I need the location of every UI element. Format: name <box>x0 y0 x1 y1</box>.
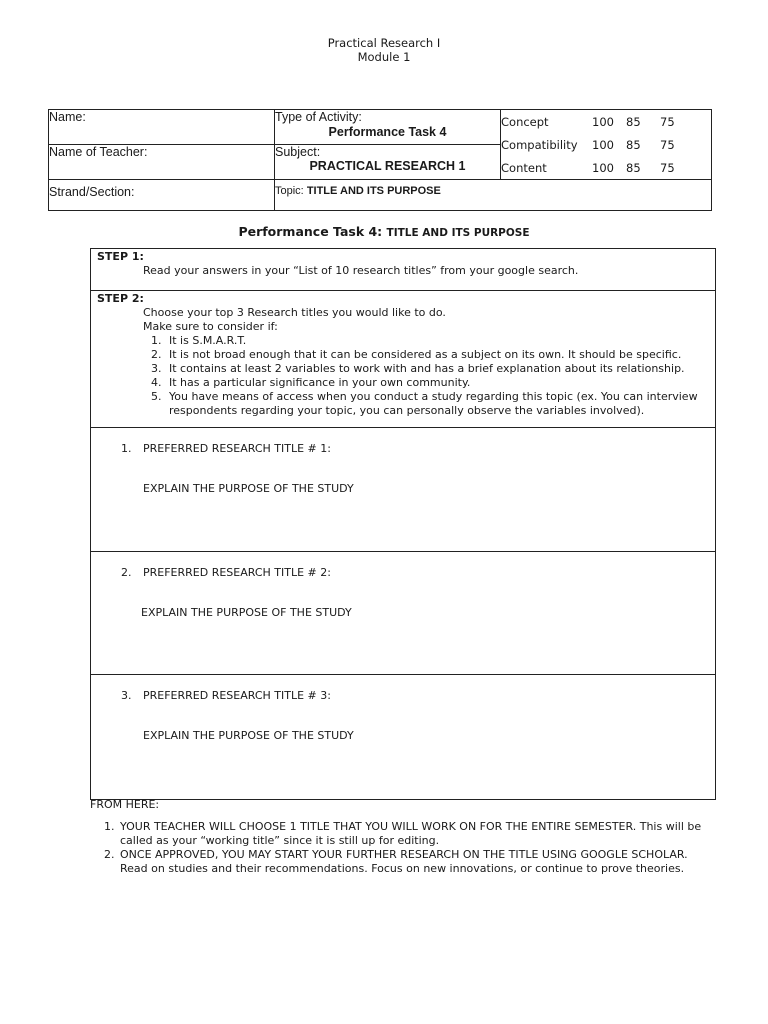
preferred-title-2-box[interactable] <box>91 552 715 675</box>
step1-box <box>91 249 715 291</box>
score: 100 <box>592 137 614 152</box>
header-course: Practical Research I <box>327 36 441 50</box>
score: 85 <box>626 114 641 129</box>
topic-cell <box>275 180 712 211</box>
explain-purpose-3: EXPLAIN THE PURPOSE OF THE STUDY <box>143 729 354 742</box>
strand-field[interactable] <box>49 180 275 211</box>
step2-label: STEP 2: <box>97 292 144 305</box>
teacher-label: Name of Teacher: <box>49 145 148 159</box>
strand-label: Strand/Section: <box>49 185 135 199</box>
score: 85 <box>626 160 641 175</box>
preferred-title-3-box[interactable] <box>91 675 715 799</box>
explain-purpose-2: EXPLAIN THE PURPOSE OF THE STUDY <box>141 606 352 619</box>
subject-label: Subject: <box>275 145 321 159</box>
preferred-title-1-box[interactable] <box>91 428 715 552</box>
score: 75 <box>660 137 675 152</box>
activity-cell <box>275 110 501 145</box>
criteria-item: 2. It is not broad enough that it can be considered as a subject on its own. It should be specific. <box>165 348 715 362</box>
step2-box <box>91 291 715 428</box>
subject-cell <box>275 145 501 180</box>
name-label: Name: <box>49 110 86 124</box>
criterion-label: Concept <box>501 114 549 129</box>
from-here-list <box>90 820 708 876</box>
grading-row <box>501 156 711 179</box>
criterion-label: Compatibility <box>501 137 578 152</box>
score: 85 <box>626 137 641 152</box>
preferred-title-1 <box>121 442 331 455</box>
step2-consider: Make sure to consider if: <box>143 320 278 333</box>
preferred-title-label: PREFERRED RESEARCH TITLE # 1: <box>143 442 331 455</box>
task-heading <box>0 224 768 239</box>
preferred-title-label: PREFERRED RESEARCH TITLE # 2: <box>143 566 331 579</box>
criteria-item: 1. It is S.M.A.R.T. <box>165 334 715 348</box>
criteria-item: 4. It has a particular significance in your own community. <box>165 376 715 390</box>
grading-row <box>501 133 711 156</box>
criteria-item: 3. It contains at least 2 variables to work with and has a brief explanation about its relationship. <box>165 362 715 376</box>
grading-row <box>501 110 711 133</box>
item-number: 3. <box>121 689 132 702</box>
explain-purpose-1: EXPLAIN THE PURPOSE OF THE STUDY <box>143 482 354 495</box>
score: 100 <box>592 114 614 129</box>
preferred-title-2 <box>121 566 331 579</box>
activity-value: Performance Task 4 <box>328 125 447 139</box>
criterion-label: Content <box>501 160 547 175</box>
task-heading-sub: TITLE AND ITS PURPOSE <box>386 227 530 239</box>
score: 100 <box>592 160 614 175</box>
task-heading-main: Performance Task 4: <box>238 224 383 239</box>
step1-text: Read your answers in your “List of 10 research titles” from your google search. <box>143 264 579 277</box>
criteria-item: 5. You have means of access when you conduct a study regarding this topic (ex. You can interview respondents regarding your topic, you can personally observe the variables involved). <box>165 390 715 418</box>
note-item: 1. YOUR TEACHER WILL CHOOSE 1 TITLE THAT YOU WILL WORK ON FOR THE ENTIRE SEMESTER. This will be called as your “working title” since it is still up for editing. <box>118 820 708 848</box>
grading-cell <box>501 110 712 180</box>
steps-table <box>90 248 716 800</box>
note-item: 2. ONCE APPROVED, YOU MAY START YOUR FURTHER RESEARCH ON THE TITLE USING GOOGLE SCHOLAR. Read on studies and their recommendations. Focus on new innovations, or continue to prove theories. <box>118 848 708 876</box>
subject-value: PRACTICAL RESEARCH 1 <box>309 159 466 173</box>
name-field[interactable] <box>49 110 275 145</box>
score: 75 <box>660 114 675 129</box>
item-number: 1. <box>121 442 132 455</box>
preferred-title-3 <box>121 689 331 702</box>
header-module: Module 1 <box>357 50 411 64</box>
score: 75 <box>660 160 675 175</box>
topic-value: TITLE AND ITS PURPOSE <box>306 185 441 197</box>
teacher-field[interactable] <box>49 145 275 180</box>
step2-intro: Choose your top 3 Research titles you would like to do. <box>143 306 446 319</box>
info-table <box>48 109 712 211</box>
topic-label: Topic: <box>275 185 304 197</box>
from-here-label: FROM HERE: <box>90 798 160 811</box>
item-number: 2. <box>121 566 132 579</box>
activity-label: Type of Activity: <box>275 110 362 124</box>
preferred-title-label: PREFERRED RESEARCH TITLE # 3: <box>143 689 331 702</box>
step1-label: STEP 1: <box>97 250 144 263</box>
criteria-list <box>91 334 715 418</box>
